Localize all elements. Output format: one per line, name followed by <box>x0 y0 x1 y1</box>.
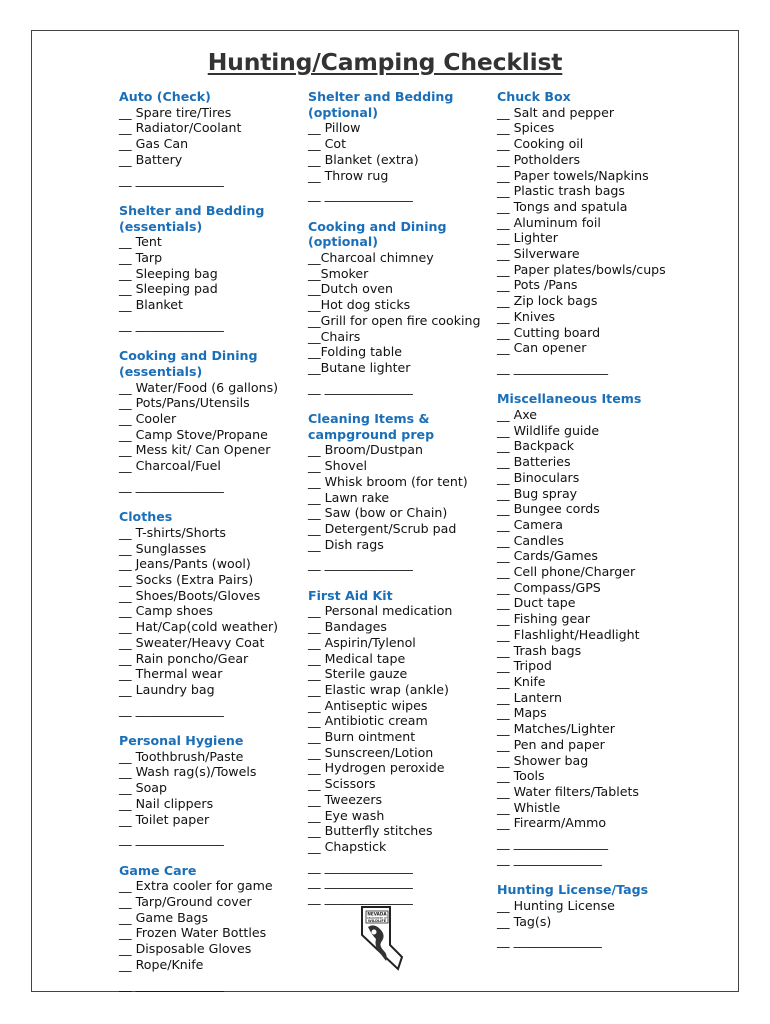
checklist-item: __ Cooler <box>119 411 177 427</box>
checklist-item: __ Compass/GPS <box>497 579 601 595</box>
checklist-item: __ Lawn rake <box>308 489 390 505</box>
section-heading: Hunting License/Tags <box>497 882 649 898</box>
checklist-section <box>308 411 493 572</box>
checklist-section <box>119 203 304 333</box>
checklist-item: __ Cooking oil <box>497 136 584 152</box>
checklist-item: __ Bug spray <box>497 485 578 501</box>
checklist-item: __ Whisk broom (for tent) <box>308 473 468 489</box>
blank-line: __ ______________ <box>308 858 413 874</box>
checklist-item: __ Water filters/Tablets <box>497 783 639 799</box>
checklist-item: __ Cell phone/Charger <box>497 564 636 580</box>
blank-line: __ ______________ <box>308 556 413 572</box>
checklist-item: __ Medical tape <box>308 650 406 666</box>
section-heading: (optional) <box>308 104 378 120</box>
checklist-item: __ Blanket (extra) <box>308 151 419 167</box>
checklist-item: __ Saw (bow or Chain) <box>308 505 448 521</box>
checklist-item: __ Hunting License <box>497 897 615 913</box>
checklist-item: __ Lantern <box>497 689 562 705</box>
checklist-item: __ Camp shoes <box>119 603 213 619</box>
checklist-item: __ T-shirts/Shorts <box>119 524 226 540</box>
checklist-item: __ Paper plates/bowls/cups <box>497 261 666 277</box>
checklist-item: __ Aspirin/Tylenol <box>308 634 416 650</box>
checklist-item: __Folding table <box>308 344 402 360</box>
blank-line: __ ______________ <box>119 976 224 992</box>
checklist-item: __ Sterile gauze <box>308 666 408 682</box>
checklist-item: __ Tarp <box>119 250 163 266</box>
checklist-item: __ Trash bags <box>497 642 582 658</box>
checklist-item: __ Toothbrush/Paste <box>119 748 244 764</box>
checklist-item: __ Plastic trash bags <box>497 183 625 199</box>
column-2 <box>308 89 493 922</box>
checklist-item: __ Batteries <box>497 454 571 470</box>
checklist-item: __ Matches/Lighter <box>497 721 615 737</box>
checklist-item: __ Spare tire/Tires <box>119 104 232 120</box>
section-heading: Cooking and Dining <box>308 218 447 234</box>
checklist-item: __ Broom/Dustpan <box>308 442 423 458</box>
checklist-item: __ Whistle <box>497 799 561 815</box>
blank-line: __ ______________ <box>119 831 224 847</box>
blank-line: __ _______________ <box>497 835 609 851</box>
checklist-item: __ Tongs and spatula <box>497 198 628 214</box>
checklist-item: __ Salt and pepper <box>497 104 615 120</box>
checklist-item: __ Potholders <box>497 151 581 167</box>
checklist-item: __ Disposable Gloves <box>119 941 252 957</box>
checklist-item: __Dutch oven <box>308 281 394 297</box>
checklist-item: __ Scissors <box>308 776 376 792</box>
checklist-item: __ Tarp/Ground cover <box>119 894 252 910</box>
column-3 <box>497 89 732 965</box>
blank-line: __ ______________ <box>497 850 602 866</box>
checklist-item: __ Rope/Knife <box>119 956 204 972</box>
checklist-item: __ Butterfly stitches <box>308 823 433 839</box>
checklist-item: __ Spices <box>497 120 555 136</box>
section-heading: Miscellaneous Items <box>497 391 642 407</box>
section-heading: Chuck Box <box>497 89 571 104</box>
checklist-item: __ Camera <box>497 516 564 532</box>
checklist-section <box>119 863 304 993</box>
checklist-item: __ Thermal wear <box>119 666 223 682</box>
blank-line: __ ______________ <box>119 477 224 493</box>
section-heading: (optional) <box>308 234 378 250</box>
checklist-item: __ Maps <box>497 705 547 721</box>
checklist-item: __ Gas Can <box>119 136 189 152</box>
section-heading: Game Care <box>119 862 197 878</box>
logo-text-1: NEVADA <box>367 911 387 917</box>
checklist-item: __ Charcoal/Fuel <box>119 458 221 474</box>
checklist-item: __ Dish rags <box>308 536 384 552</box>
checklist-item: __ Can opener <box>497 340 587 356</box>
checklist-item: __ Pots /Pans <box>497 277 578 293</box>
checklist-item: __ Antiseptic wipes <box>308 697 428 713</box>
checklist-item: __ Antibiotic cream <box>308 713 428 729</box>
checklist-section <box>119 89 304 187</box>
checklist-item: __ Bandages <box>308 619 387 635</box>
blank-line: __ ______________ <box>308 379 413 395</box>
checklist-item: __ Cutting board <box>497 324 601 340</box>
nevada-wildlife-logo <box>360 905 404 971</box>
checklist-item: __Hot dog sticks <box>308 297 411 313</box>
checklist-item: __ Camp Stove/Propane <box>119 426 268 442</box>
section-heading: (essentials) <box>119 363 203 379</box>
checklist-item: __ Shower bag <box>497 752 589 768</box>
checklist-item: __ Sleeping bag <box>119 265 218 281</box>
blank-line: __ ______________ <box>119 316 224 332</box>
checklist-item: __ Extra cooler for game <box>119 878 273 894</box>
checklist-item: __ Lighter <box>497 230 558 246</box>
checklist-item: __ Bungee cords <box>497 501 600 517</box>
blank-line: __ ______________ <box>308 187 413 203</box>
checklist-item: __Chairs <box>308 328 361 344</box>
section-heading: First Aid Kit <box>308 587 393 603</box>
checklist-item: __ Detergent/Scrub pad <box>308 520 457 536</box>
checklist-item: __ Soap <box>119 780 168 796</box>
checklist-item: __ Hat/Cap(cold weather) <box>119 619 279 635</box>
checklist-item: __ Game Bags <box>119 909 209 925</box>
checklist-item: __ Jeans/Pants (wool) <box>119 556 251 572</box>
checklist-item: __ Cot <box>308 136 347 152</box>
checklist-item: __ Battery <box>119 151 183 167</box>
checklist-item: __ Cards/Games <box>497 548 598 564</box>
checklist-item: __ Sleeping pad <box>119 281 218 297</box>
blank-line: __ ______________ <box>119 171 224 187</box>
checklist-section <box>497 391 732 866</box>
checklist-item: __ Aluminum foil <box>497 214 601 230</box>
checklist-item: __ Rain poncho/Gear <box>119 650 249 666</box>
checklist-item: __ Tweezers <box>308 791 383 807</box>
checklist-item: __ Duct tape <box>497 595 576 611</box>
checklist-section <box>119 733 304 847</box>
checklist-item: __ Throw rug <box>308 167 389 183</box>
section-heading: Personal Hygiene <box>119 733 244 749</box>
checklist-item: __Smoker <box>308 265 369 281</box>
checklist-item: __ Personal medication <box>308 603 453 619</box>
checklist-item: __ Tools <box>497 768 545 784</box>
checklist-item: __ Tripod <box>497 658 552 674</box>
section-heading: Shelter and Bedding <box>308 89 454 104</box>
checklist-item: __ Knives <box>497 308 556 324</box>
checklist-item: __ Pots/Pans/Utensils <box>119 395 250 411</box>
checklist-item: __ Wash rag(s)/Towels <box>119 764 257 780</box>
checklist-section <box>497 89 732 376</box>
checklist-item: __ Axe <box>497 407 538 423</box>
checklist-item: __ Shoes/Boots/Gloves <box>119 587 261 603</box>
section-heading: Clothes <box>119 509 173 525</box>
checklist-section <box>497 882 732 949</box>
checklist-item: __ Silverware <box>497 246 580 262</box>
checklist-item: __ Sunscreen/Lotion <box>308 744 434 760</box>
checklist-section <box>308 588 493 906</box>
checklist-item: __ Fishing gear <box>497 611 591 627</box>
checklist-item: __ Candles <box>497 532 564 548</box>
column-1 <box>119 89 304 1008</box>
section-heading: (essentials) <box>119 218 203 234</box>
checklist-item: __ Pen and paper <box>497 736 605 752</box>
checklist-item: __ Eye wash <box>308 807 385 823</box>
checklist-item: __ Flashlight/Headlight <box>497 626 640 642</box>
checklist-item: __ Shovel <box>308 458 367 474</box>
checklist-item: __ Radiator/Coolant <box>119 120 242 136</box>
checklist-item: __ Blanket <box>119 297 183 313</box>
section-heading: Cooking and Dining <box>119 348 258 364</box>
section-heading: Shelter and Bedding <box>119 202 265 218</box>
checklist-item: __ Mess kit/ Can Opener <box>119 442 271 458</box>
logo-text-3: WILDLIFE <box>367 919 387 923</box>
checklist-item: __ Water/Food (6 gallons) <box>119 379 279 395</box>
checklist-item: __ Chapstick <box>308 839 387 854</box>
checklist-item: __ Backpack <box>497 438 575 454</box>
blank-line: __ ______________ <box>497 933 602 949</box>
blank-line: __ _______________ <box>497 359 609 375</box>
checklist-item: __ Laundry bag <box>119 681 215 697</box>
checklist-item: __ Sweater/Heavy Coat <box>119 634 265 650</box>
checklist-section <box>308 89 493 203</box>
checklist-section <box>119 509 304 717</box>
section-heading: Auto (Check) <box>119 89 211 104</box>
checklist-item: __ Wildlife guide <box>497 422 600 438</box>
checklist-item: __Charcoal chimney <box>308 250 434 266</box>
checklist-section <box>119 348 304 493</box>
checklist-section <box>308 219 493 396</box>
section-heading: campground prep <box>308 426 435 442</box>
checklist-item: __ Zip lock bags <box>497 293 598 309</box>
checklist-item: __ Nail clippers <box>119 795 214 811</box>
checklist-item: __ Sunglasses <box>119 540 207 556</box>
checklist-item: __ Binoculars <box>497 469 580 485</box>
logo-text-2: DEPARTMENT OF <box>366 916 388 920</box>
checklist-item: __Grill for open fire cooking <box>308 312 481 328</box>
checklist-item: __ Burn ointment <box>308 729 416 745</box>
checklist-item: __ Paper towels/Napkins <box>497 167 649 183</box>
checklist-item: __ Tent <box>119 234 162 250</box>
checklist-item: __ Elastic wrap (ankle) <box>308 681 449 697</box>
blank-line: __ ______________ <box>308 890 413 906</box>
page-title: Hunting/Camping Checklist <box>207 48 563 76</box>
blank-line: __ ______________ <box>308 874 413 890</box>
section-heading: Cleaning Items & <box>308 411 430 427</box>
blank-line: __ ______________ <box>119 701 224 717</box>
checklist-item: __ Firearm/Ammo <box>497 815 607 831</box>
checklist-item: __ Hydrogen peroxide <box>308 760 445 776</box>
checklist-item: __ Knife <box>497 674 546 689</box>
checklist-item: __Butane lighter <box>308 359 411 375</box>
checklist-item: __ Socks (Extra Pairs) <box>119 572 254 588</box>
checklist-item: __ Pillow <box>308 120 361 136</box>
checklist-item: __ Toilet paper <box>119 811 210 827</box>
checklist-item: __ Frozen Water Bottles <box>119 925 267 941</box>
checklist-item: __ Tag(s) <box>497 913 552 929</box>
